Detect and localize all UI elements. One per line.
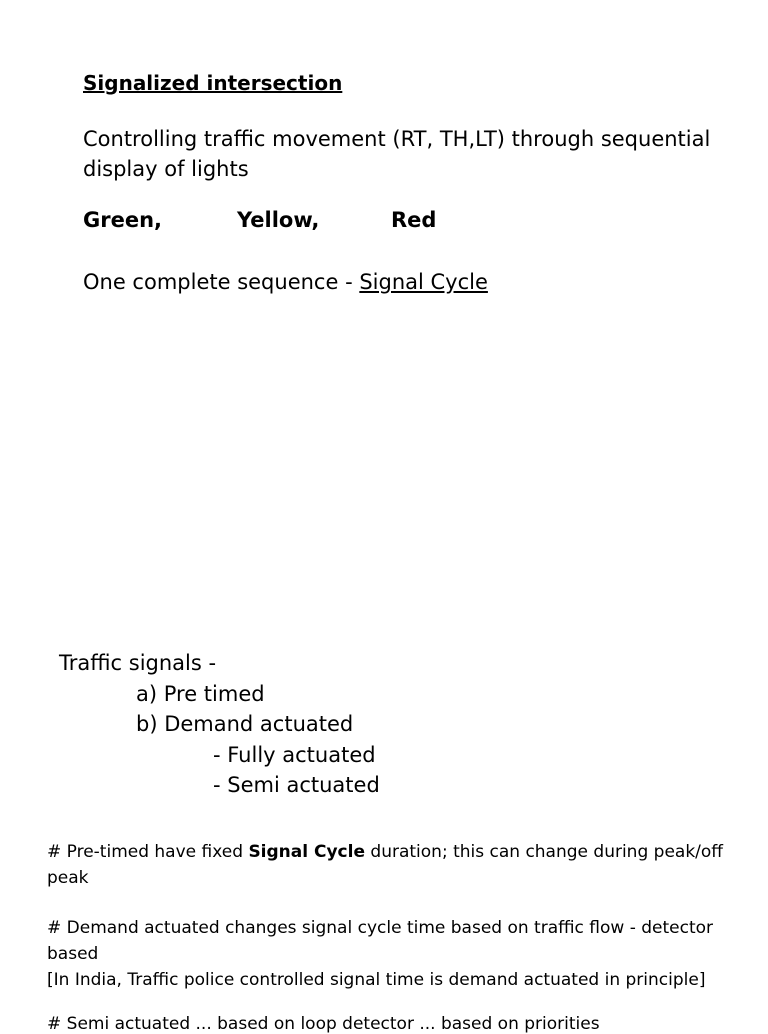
color-green-label: Green,	[83, 208, 163, 232]
color-yellow-label: Yellow,	[237, 208, 320, 232]
list-item-fully-actuated: - Fully actuated	[213, 742, 376, 767]
note-pre-timed-start: # Pre-timed have fixed	[47, 842, 249, 862]
signal-cycle-term: Signal Cycle	[359, 270, 488, 294]
note-india: [In India, Traffic police controlled signal time is demand actuated in principle]	[47, 970, 706, 990]
signal-cycle-prefix: One complete sequence -	[83, 270, 360, 294]
signal-cycle-line	[83, 270, 488, 294]
list-item-demand-actuated: b) Demand actuated	[136, 712, 354, 736]
note-demand-actuated: # Demand actuated changes signal cycle time based on traffic flow - detector based	[47, 918, 714, 964]
color-red-label: Red	[391, 208, 437, 232]
note-semi-actuated-partial: # Semi actuated ... based on loop detector ... based on priorities	[47, 1014, 600, 1034]
notes-section	[47, 839, 737, 993]
traffic-signals-heading: Traffic signals -	[59, 651, 217, 675]
traffic-signals-list	[59, 648, 380, 801]
list-item-semi-actuated: - Semi actuated	[213, 773, 380, 797]
description-text: Controlling traffic movement (RT, TH,LT) through sequential display of lights	[83, 127, 711, 181]
page-title: Signalized intersection	[83, 71, 343, 95]
note-pre-timed-end: duration; this can change during peak/off peak	[47, 842, 724, 888]
list-item-pre-timed: a) Pre timed	[136, 681, 265, 706]
note-pre-timed-bold: Signal Cycle	[248, 842, 365, 862]
note-pre-timed	[47, 839, 737, 891]
